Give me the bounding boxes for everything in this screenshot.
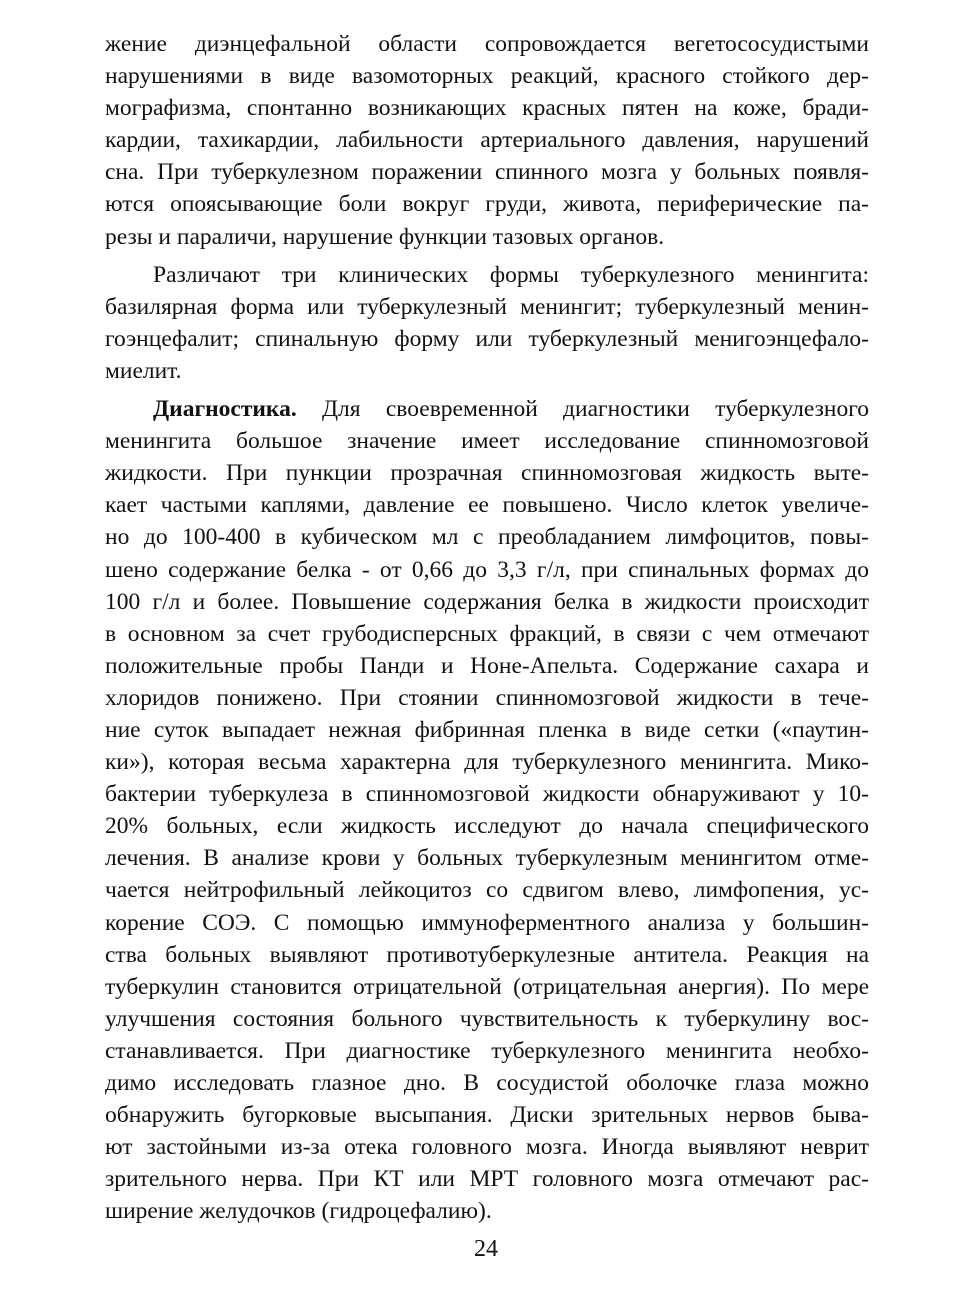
text-line: резы и параличи, нарушение функции тазовых органов. (105, 223, 665, 250)
paragraph-3 (105, 393, 869, 1227)
text-line: положительные пробы Панди и Ноне-Апельта. Содержание сахара и (105, 652, 869, 679)
text-line: улучшения состояния больного чувствительность к туберкулину вос- (105, 1005, 869, 1032)
page-number: 24 (474, 1236, 498, 1262)
text-line: 100 г/л и более. Повышение содержания белка в жидкости происходит (105, 588, 869, 615)
text-line: жидкости. При пункции прозрачная спинномозговая жидкость выте- (105, 460, 869, 487)
text-line: ширение желудочков (гидроцефалию). (105, 1198, 492, 1225)
text-line: но до 100-400 в кубическом мл с преобладанием лимфоцитов, повы- (105, 524, 869, 551)
text-line: димо исследовать глазное дно. В сосудистой оболочке глаза можно (105, 1070, 869, 1096)
text-line: кардии, тахикардии, лабильности артериального давления, нарушений (105, 127, 869, 154)
text-line: шено содержание белка - от 0,66 до 3,3 г/л, при спинальных формах до (105, 556, 869, 583)
text-line: нарушениями в виде вазомоторных реакций, красного стойкого дер- (105, 63, 869, 90)
text-line: базилярная форма или туберкулезный менингит; туберкулезный менин- (105, 293, 869, 320)
text-line: 20% больных, если жидкость исследуют до начала специфического (105, 813, 869, 840)
text-line: гоэнцефалит; спинальную форму или туберкулезный менигоэнцефало- (105, 325, 869, 352)
text-line: Различают три клинических формы туберкулезного менингита: (153, 261, 869, 288)
text-line: в основном за счет грубодисперсных фракций, в связи с чем отмечают (105, 620, 869, 647)
text-line: корение СОЭ. С помощью иммуноферментного анализа у большин- (105, 909, 869, 936)
text-line: менингита большое значение имеет исследование спинномозговой (105, 428, 869, 455)
text-line: ются опоясывающие боли вокруг груди, живота, периферические па- (105, 191, 869, 218)
text-line: туберкулин становится отрицательной (отрицательная анергия). По мере (105, 973, 869, 1000)
text-line: ки»), которая весьма характерна для туберкулезного менингита. Мико- (105, 749, 869, 776)
paragraph-2 (105, 259, 869, 387)
text-line: лечения. В анализе крови у больных туберкулезным менингитом отме- (105, 845, 869, 872)
text-line: чается нейтрофильный лейкоцитоз со сдвигом влево, лимфопения, ус- (105, 877, 869, 904)
text-line: ют застойными из-за отека головного мозга. Иногда выявляют неврит (105, 1134, 869, 1161)
text-line: мографизма, спонтанно возникающих красных пятен на коже, бради- (105, 95, 869, 122)
body-text (105, 28, 869, 1233)
text-line: миелит. (105, 357, 182, 384)
text-line: станавливается. При диагностике туберкулезного менингита необхо- (105, 1037, 869, 1064)
text-line (105, 393, 869, 425)
heading-line-text: Для своевременной диагностики туберкулезного (296, 396, 869, 423)
text-line: сна. При туберкулезном поражении спинного мозга у больных появля- (105, 159, 869, 186)
text-line: кает частыми каплями, давление ее повышено. Число клеток увеличе- (105, 492, 869, 519)
text-line: ства больных выявляют противотуберкулезные антитела. Реакция на (105, 941, 869, 968)
section-heading: Диагностика. (153, 396, 297, 423)
text-line: обнаружить бугорковые высыпания. Диски зрительных нервов быва- (105, 1102, 869, 1129)
text-line: ние суток выпадает нежная фибринная пленка в виде сетки («паутин- (105, 716, 869, 743)
text-line: хлоридов понижено. При стоянии спинномозговой жидкости в тече- (105, 684, 869, 711)
text-line: жение диэнцефальной области сопровождается вегетососудистыми (105, 31, 869, 57)
text-line: бактерии туберкулеза в спинномозговой жидкости обнаруживают у 10- (105, 781, 869, 808)
paragraph-1 (105, 28, 869, 253)
text-line: зрительного нерва. При КТ или МРТ головного мозга отмечают рас- (105, 1166, 869, 1193)
